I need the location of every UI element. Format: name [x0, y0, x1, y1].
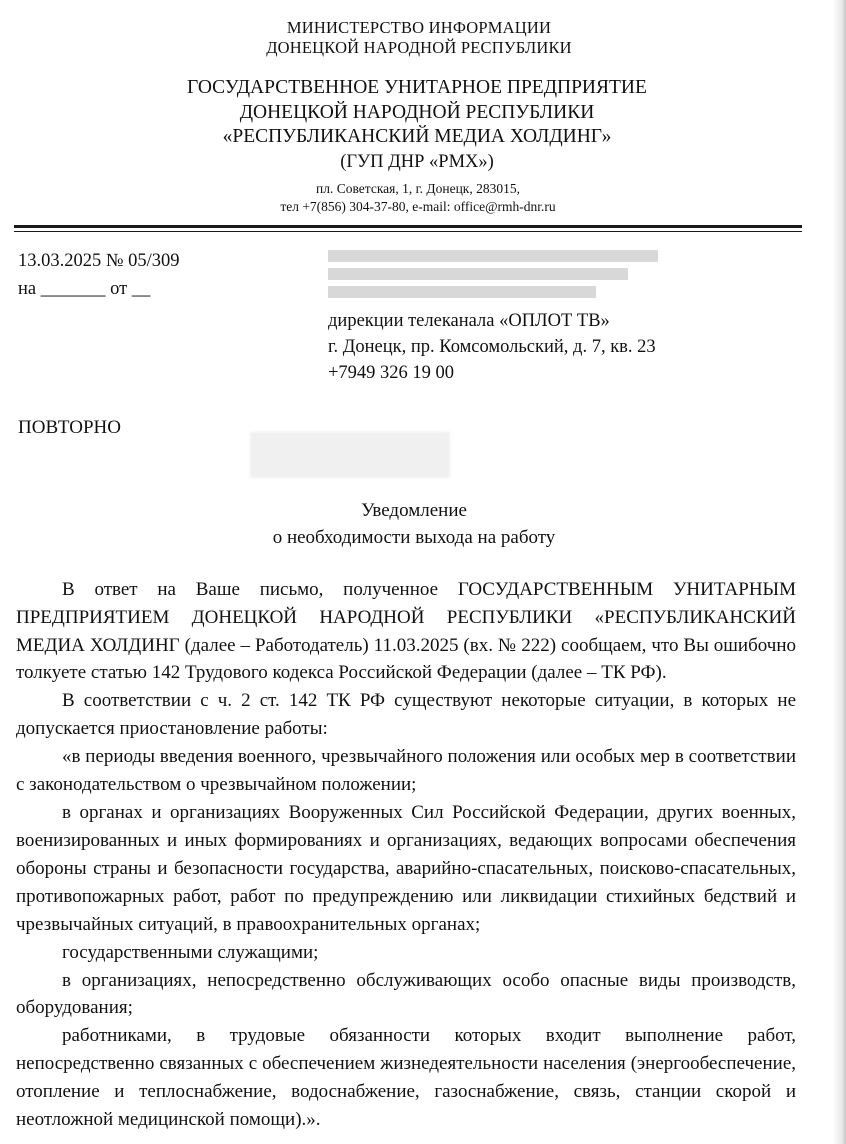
- ministry-line-1: МИНИСТЕРСТВО ИНФОРМАЦИИ: [286, 18, 552, 37]
- organization-abbreviation: (ГУП ДНР «РМХ»): [340, 151, 494, 172]
- page-title: Уведомление: [361, 499, 467, 521]
- scan-edge-shadow: [832, 0, 846, 1144]
- address-line-2: тел +7(856) 304-37-80, e-mail: office@rmh-dnr.ru: [280, 198, 556, 214]
- ministry-header: [14, 18, 802, 58]
- organization-line-3: «РЕСПУБЛИКАНСКИЙ МЕДИА ХОЛДИНГ»: [222, 126, 612, 148]
- organization-header: [14, 76, 802, 174]
- redacted-bar: [328, 268, 628, 280]
- body-paragraph: В соответствии с ч. 2 ст. 142 ТК РФ существуют некоторые ситуации, в которых не допускается приостановление работы:: [16, 690, 796, 740]
- document-body: [14, 576, 802, 1134]
- page-subtitle: о необходимости выхода на работу: [272, 527, 556, 549]
- body-paragraph: в организациях, непосредственно обслуживающих особо опасные виды производств, оборудования;: [16, 969, 796, 1019]
- addressee-line-2: г. Донецк, пр. Комсомольский, д. 7, кв. 23: [328, 337, 656, 358]
- redacted-bar: [328, 286, 596, 298]
- letter-meta-row: [14, 248, 802, 387]
- addressee-block: [318, 248, 802, 387]
- address-line-1: пл. Советская, 1, г. Донецк, 283015,: [316, 181, 520, 197]
- addressee-phone: +7949 326 19 00: [328, 363, 455, 384]
- letter-reference-block: [14, 248, 318, 304]
- ministry-line-2: ДОНЕЦКОЙ НАРОДНОЙ РЕСПУБЛИКИ: [266, 38, 572, 58]
- body-paragraph: «в периоды введения военного, чрезвычайного положения или особых мер в соответствии с законодательством о чрезвычайном положении;: [16, 746, 796, 796]
- body-paragraph: в органах и организациях Вооруженных Сил Российской Федерации, других военных, военизированных и иных формированиях и организациях, ведающих вопросами обеспечения обороны страны и безопасности государства, аварийно-спасательных, поисково-спасательных, противопожарных работ, работ по предупреждению или ликвидации стихийных бедствий и чрезвычайных ситуаций, в правоохранительных органах;: [16, 802, 796, 935]
- organization-line-1: ГОСУДАРСТВЕННОЕ УНИТАРНОЕ ПРЕДПРИЯТИЕ: [187, 77, 647, 99]
- body-paragraph: государственными служащими;: [62, 941, 319, 963]
- letter-date-number: 13.03.2025 № 05/309: [18, 250, 180, 271]
- organization-line-2: ДОНЕЦКОЙ НАРОДНОЙ РЕСПУБЛИКИ: [239, 101, 595, 123]
- redacted-bar: [328, 250, 658, 262]
- letter-reference-line: на _______ от __: [18, 278, 151, 299]
- header-divider-rule: [14, 225, 802, 232]
- addressee-line-1: дирекции телеканала «ОПЛОТ ТВ»: [328, 310, 610, 331]
- body-paragraph: В ответ на Ваше письмо, полученное ГОСУДАРСТВЕННЫМ УНИТАРНЫМ ПРЕДПРИЯТИЕМ ДОНЕЦКОЙ НАРОДНОЙ РЕСПУБЛИКИ «РЕСПУБЛИКАНСКИЙ МЕДИА ХОЛДИНГ (далее – Работодатель) 11.03.2025 (вх. № 222) сообщаем, что Вы ошибочно толкуете статью 142 Трудового кодекса Российской Федерации (далее – ТК РФ).: [16, 578, 796, 684]
- organization-address: [14, 180, 802, 215]
- repeat-mark: ПОВТОРНО: [18, 416, 121, 438]
- document-title-block: [14, 497, 802, 552]
- body-paragraph: работниками, в трудовые обязанности которых входит выполнение работ, непосредственно связанных с обеспечением жизнедеятельности населения (энергообеспечение, отопление и теплоснабжение, водоснабжение, газоснабжение, связь, станции скорой и неотложной медицинской помощи).».: [16, 1025, 796, 1131]
- scan-watermark-smudge: [250, 432, 450, 478]
